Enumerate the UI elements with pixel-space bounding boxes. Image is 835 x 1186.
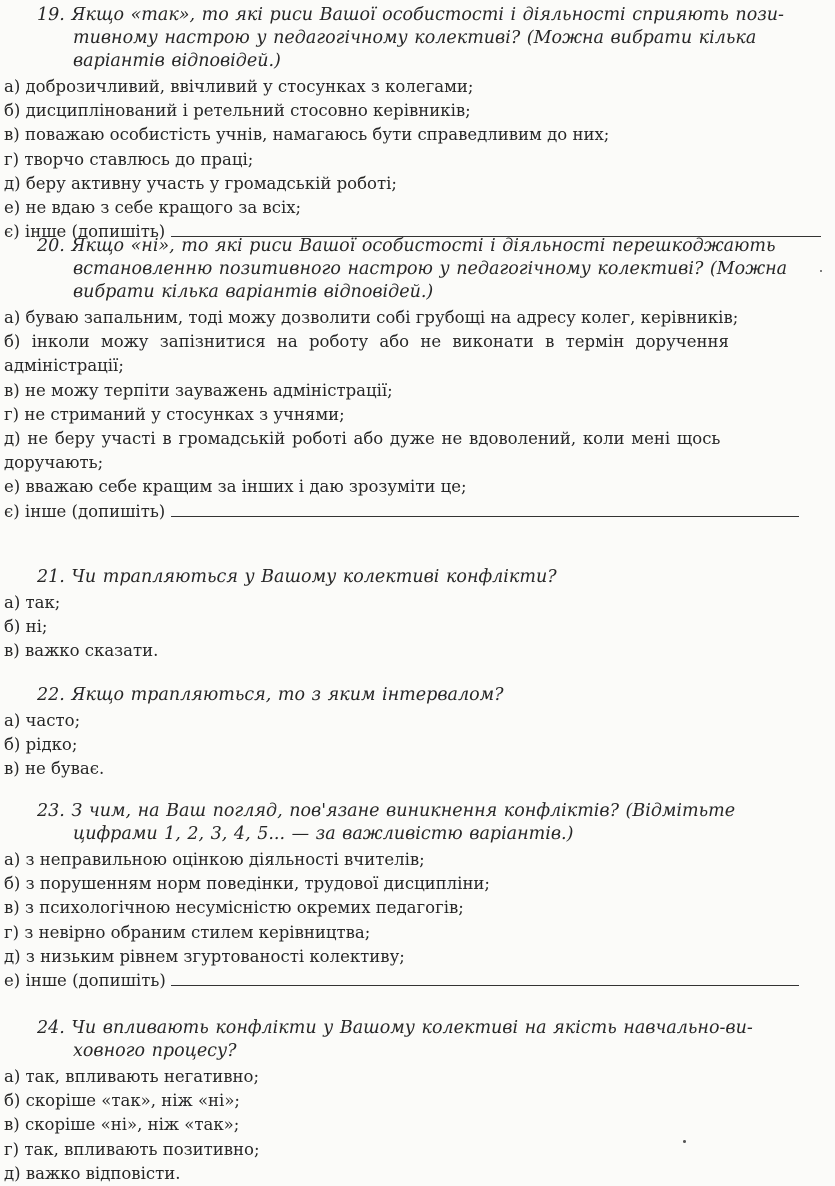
question-20 [0,235,832,524]
question-24 [0,1017,832,1186]
answer-option-other [0,500,832,524]
question-title-line: ховного процесу? [73,1041,237,1061]
question-title-line: 21. Чи трапляються у Вашому колективі конфлікти? [37,567,557,587]
answer-option: а) з неправильною оцінкою діяльності вчителів; [4,850,425,869]
question-title-line: цифрами 1, 2, 3, 4, 5... — за важливістю варіантів.) [73,824,574,844]
answer-option: а) буваю запальним, тоді можу дозволити собі грубощі на адресу колег, керівників; [4,308,739,327]
answer-option: д) не беру участі в громадській роботі або дуже не вдоволений, коли мені щось [4,429,721,449]
answer-option: а) доброзичливий, ввічливий у стосунках з колегами; [4,77,474,96]
question-21 [0,566,832,664]
answer-option-continuation: доручають; [4,453,104,473]
question-title-line: 23. З чим, на Ваш погляд, пов'язане виникнення конфліктів? (Відмітьте [37,801,736,821]
answer-option-other [0,969,832,993]
answer-option: а) часто; [4,711,81,730]
answer-option: б) дисциплінований і ретельний стосовно керівників; [4,101,471,121]
write-in-line[interactable] [171,971,799,986]
answer-option: б) скоріше «так», ніж «ні»; [4,1091,240,1111]
answer-option: в) не можу терпіти зауважень адміністрації; [4,380,393,400]
answer-option-label: є) інше (допишіть) [4,501,166,521]
print-speck [820,270,822,272]
answer-option: г) творчо ставлюсь до праці; [4,149,254,169]
question-title [0,235,832,304]
answer-option-label: є) інше (допишіть) [4,222,166,242]
answer-option: б) ні; [4,617,48,637]
answer-option: в) скоріше «ні», ніж «так»; [4,1115,240,1135]
question-title-line: 24. Чи впливають конфлікти у Вашому колективі на якість навчально-ви- [37,1018,753,1038]
question-23 [0,800,832,993]
question-title-line: 20. Якщо «ні», то які риси Вашої особистості і діяльності перешкоджають [37,236,776,256]
question-title-line: 22. Якщо трапляються, то з яким інтервалом? [37,685,504,705]
question-19 [0,4,832,244]
answer-option: а) так, впливають негативно; [4,1067,260,1086]
print-speck [683,1140,686,1143]
question-title-line: 19. Якщо «так», то які риси Вашої особистості і діяльності сприяють пози- [37,5,784,25]
question-22 [0,684,832,782]
question-title-line: варіантів відповідей.) [73,51,281,71]
answer-option: а) так; [4,593,61,612]
answer-option: в) важко сказати. [4,641,159,661]
answer-option: д) важко відповісти. [4,1163,181,1183]
question-title [0,566,832,589]
question-title [0,4,832,73]
answer-option: г) не стриманий у стосунках з учнями; [4,404,345,424]
question-title-line: встановленню позитивного настрою у педагогічному колективі? (Можна [73,259,788,279]
question-title-line: вибрати кілька варіантів відповідей.) [73,282,434,302]
answer-option: е) вважаю себе кращим за інших і даю зрозуміти це; [4,477,467,497]
question-title [0,1017,832,1063]
write-in-line[interactable] [171,502,799,517]
answer-option: б) з порушенням норм поведінки, трудової дисципліни; [4,874,490,894]
answer-option: г) з невірно обраним стилем керівництва; [4,922,371,942]
answer-option-label: е) інше (допишіть) [4,971,166,991]
answer-option: б) інколи можу запізнитися на роботу або не виконати в термін доручення [4,332,729,352]
answer-option: г) так, впливають позитивно; [4,1139,260,1159]
question-title [0,684,832,707]
answer-option: д) з низьким рівнем згуртованості колективу; [4,946,405,966]
answer-option: в) не буває. [4,759,105,779]
question-title-line: тивному настрою у педагогічному колективі? (Можна вибрати кілька [73,28,757,48]
answer-option: д) беру активну участь у громадській роботі; [4,173,397,193]
answer-option-continuation: адміністрації; [4,356,124,376]
answer-option: в) поважаю особистість учнів, намагаюсь бути справедливим до них; [4,125,610,145]
question-title [0,800,832,846]
answer-option: е) не вдаю з себе кращого за всіх; [4,198,302,218]
answer-option: в) з психологічною несумісністю окремих педагогів; [4,898,464,918]
answer-option: б) рідко; [4,735,78,755]
